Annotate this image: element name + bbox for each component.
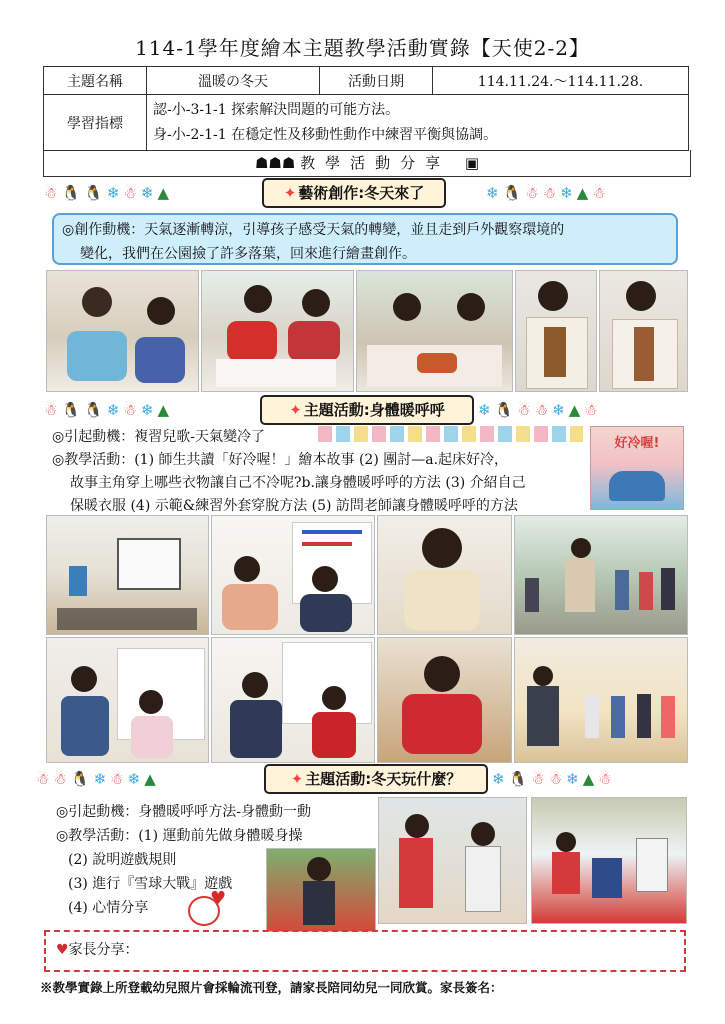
- section3-line-1: ◎引起動機：身體暖呼呼方法-身體動一動: [56, 804, 311, 820]
- photo-outdoor-group: [514, 637, 688, 763]
- penguin-icon: 🐧: [70, 770, 90, 788]
- santa-icon: ☃: [531, 770, 545, 788]
- section3-line-2: ◎教學活動：(1) 運動前先做身體暖身操: [56, 828, 303, 844]
- share-title-bar: [43, 150, 691, 177]
- motivation-line-1: ◎創作動機：天氣逐漸轉涼，引導孩子感受天氣的轉變，並且走到戶外觀察環境的: [62, 222, 565, 238]
- photo-interview-outdoor: [514, 515, 688, 635]
- snowflake-icon: ❄: [93, 770, 107, 788]
- share-title: 教學活動分享: [300, 154, 451, 172]
- snowflake-icon: ❄: [106, 401, 120, 419]
- star-icon: ✦: [283, 184, 297, 202]
- santa-icon: ☃: [525, 184, 539, 202]
- snowflake-icon: ❄: [492, 770, 505, 788]
- santa-icon: ☃: [517, 401, 531, 419]
- date-label: 活動日期: [320, 67, 433, 95]
- winter-decoration-right-2: [478, 397, 686, 423]
- section2-line-3: 故事主角穿上哪些衣物讓自己不冷呢?b.讓身體暖呼呼的方法 (3) 介紹自己: [70, 475, 526, 491]
- parent-share-box[interactable]: [44, 930, 686, 972]
- section2-line-4: 保暖衣服 (4) 示範&練習外套穿脫方法 (5) 訪問老師讓身體暖呼呼的方法: [70, 498, 518, 514]
- photo-discussion-1: [211, 515, 375, 635]
- santa-icon: ☃: [598, 770, 612, 788]
- santa-icon: ☃: [592, 184, 606, 202]
- snowflake-icon: ❄: [552, 401, 565, 419]
- santa-icon: ☃: [123, 401, 137, 419]
- santa-icon: ☃: [110, 770, 124, 788]
- santa-icon: ☃: [123, 184, 137, 202]
- section2-banner: ✦ 主題活動:身體暖呼呼: [260, 395, 474, 425]
- snowflake-icon: ❄: [486, 184, 499, 202]
- date-value: 114.11.24.～114.11.28.: [433, 67, 689, 95]
- penguin-icon: 🐧: [84, 184, 103, 202]
- penguin-icon: 🐧: [61, 401, 81, 419]
- section3-line-3: (2) 說明遊戲規則: [68, 852, 177, 868]
- tree-icon: ▲: [582, 770, 595, 788]
- section2-line-1: ◎引起動機：複習兒歌-天氣變冷了: [52, 429, 265, 445]
- photo-snowball-game: [378, 797, 527, 924]
- santa-icon: ☃: [548, 770, 563, 788]
- santa-icon: ☃: [44, 184, 58, 202]
- motivation-line-2: 變化，我們在公園撿了許多落葉，回來進行繪畫創作。: [80, 246, 416, 262]
- tree-icon: ▲: [144, 770, 156, 788]
- photo-painting-2: [201, 270, 354, 392]
- theme-label: 主題名稱: [44, 67, 147, 95]
- santa-icon: ☃: [534, 401, 549, 419]
- snowflake-icon: ❄: [560, 184, 573, 202]
- picture-book-cover: [590, 426, 684, 510]
- teaching-icon: ☗☗☗: [254, 154, 301, 172]
- indicator-label: 學習指標: [44, 95, 147, 151]
- penguin-icon: 🐧: [494, 401, 514, 419]
- penguin-icon: 🐧: [84, 401, 103, 419]
- winter-decoration-left-3: [36, 766, 266, 792]
- winter-decoration-right-3: [492, 766, 686, 792]
- parent-share-label: 家長分享：: [68, 942, 139, 958]
- santa-icon: ☃: [542, 184, 557, 202]
- photo-warmup-exercise: [266, 848, 376, 932]
- section1-banner: ✦ 藝術創作:冬天來了: [262, 178, 446, 208]
- footer-note: ※教學實錄上所登載幼兒照片會採輪流刊登，請家長陪同幼兒一同欣賞。家長簽名：: [40, 980, 503, 995]
- tree-icon: ▲: [157, 401, 169, 419]
- snowflake-icon: ❄: [478, 401, 491, 419]
- motivation-box: [52, 213, 678, 265]
- picture-frame-icon: ▣: [464, 154, 480, 172]
- santa-icon: ☃: [44, 401, 58, 419]
- winter-decoration-right-1: [486, 180, 686, 206]
- section2-line-2: ◎教學活動：(1) 師生共讀「好冷喔！」繪本故事 (2) 團討—a.起床好冷，: [52, 452, 509, 468]
- tree-icon: ▲: [576, 184, 589, 202]
- photo-artwork-child-2: [599, 270, 688, 392]
- photo-discussion-2: [211, 637, 375, 763]
- snowflake-icon: ❄: [566, 770, 579, 788]
- santa-icon: ☃: [584, 401, 598, 419]
- snowflake-icon: ❄: [140, 184, 154, 202]
- snowflake-icon: ❄: [127, 770, 141, 788]
- photo-painting-3: [356, 270, 513, 392]
- snowman-heart-icon: ♥: [186, 888, 230, 924]
- section3-line-5: (4) 心情分享: [68, 900, 149, 916]
- photo-snowball-field: [531, 797, 687, 924]
- book-title: 好冷喔!: [614, 436, 660, 451]
- heart-icon: ♥: [56, 942, 69, 958]
- indicator-2: 身-小-2-1-1 在穩定性及移動性動作中練習平衡與協調。: [153, 126, 498, 143]
- santa-icon: ☃: [36, 770, 50, 788]
- winter-decoration-left-1: [44, 180, 264, 206]
- photo-painting-1: [46, 270, 199, 392]
- photo-artwork-child-1: [515, 270, 597, 392]
- section3-banner: ✦ 主題活動:冬天玩什麼？: [264, 764, 488, 794]
- star-icon: ✦: [289, 401, 302, 419]
- photo-jacket-practice: [377, 637, 512, 763]
- winter-decoration-left-2: [44, 397, 264, 423]
- photo-child-coat: [377, 515, 512, 635]
- section3-line-4: (3) 進行『雪球大戰』遊戲: [68, 876, 233, 892]
- photo-storytime-1: [46, 515, 209, 635]
- theme-value: 溫暖の冬天: [147, 67, 320, 95]
- page-title: 114-1學年度繪本主題教學活動實錄【天使2-2】: [135, 36, 590, 60]
- clothesline-decoration: [318, 426, 583, 442]
- snowflake-icon: ❄: [140, 401, 154, 419]
- santa-icon: ☃: [53, 770, 67, 788]
- snowflake-icon: ❄: [106, 184, 120, 202]
- penguin-icon: 🐧: [502, 184, 522, 202]
- penguin-icon: 🐧: [61, 184, 81, 202]
- indicator-1: 認-小-3-1-1 探索解決問題的可能方法。: [153, 101, 400, 118]
- star-icon: ✦: [290, 770, 304, 788]
- penguin-icon: 🐧: [508, 770, 528, 788]
- photo-teacher-discussion: [46, 637, 209, 763]
- tree-icon: ▲: [568, 401, 581, 419]
- info-table: [43, 66, 689, 151]
- tree-icon: ▲: [157, 184, 169, 202]
